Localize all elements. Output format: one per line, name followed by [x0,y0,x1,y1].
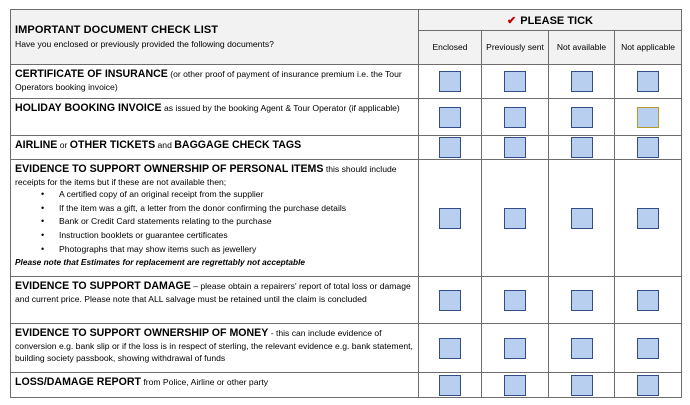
row-title: EVIDENCE TO SUPPORT DAMAGE [15,280,191,292]
checklist-row-booking-invoice [11,99,682,136]
checkbox-previously-sent[interactable] [504,107,526,128]
checkbox-enclosed[interactable] [439,375,461,396]
row-text: from Police, Airline or other party [140,377,269,387]
checklist-row-insurance [11,65,682,99]
checklist-row-loss-report [11,373,682,398]
row-description [11,160,419,277]
checkbox-enclosed[interactable] [439,137,461,158]
checkbox-not-available[interactable] [571,208,593,229]
checkbox-not-applicable[interactable] [637,290,659,311]
checkbox-previously-sent[interactable] [504,137,526,158]
checkbox-not-available[interactable] [571,338,593,359]
checkbox-previously-sent[interactable] [504,208,526,229]
page-subtitle: Have you enclosed or previously provided the following documents? [15,39,274,49]
row-text: – please obtain a repairers' report of total loss or damage and current price. Please note that ALL salvage must be retained until the claim is concluded [15,281,411,304]
list-item: • Bank or Credit Card statements relating to the purchase [59,215,414,229]
row-title: EVIDENCE TO SUPPORT OWNERSHIP OF PERSONAL ITEMS [15,163,324,175]
row-title: HOLIDAY BOOKING INVOICE [15,102,162,114]
row-text: as issued by the booking Agent & Tour Operator (if applicable) [161,103,400,113]
list-item: • A certified copy of an original receipt from the supplier [59,188,414,202]
row-title-airline: AIRLINE [15,139,58,151]
checkbox-not-applicable[interactable] [637,338,659,359]
checkbox-previously-sent[interactable] [504,290,526,311]
row-text: this should include receipts for the items but if these are not available then; [15,164,397,187]
list-item: • If the item was a gift, a letter from the donor confirming the purchase details [59,202,414,216]
checkbox-previously-sent[interactable] [504,338,526,359]
checklist-row-money [11,324,682,373]
checkbox-enclosed[interactable] [439,338,461,359]
row-description [11,136,419,160]
column-header-previously-sent: Previously sent [482,31,549,65]
checkbox-enclosed[interactable] [439,208,461,229]
row-description [11,277,419,324]
row-description [11,99,419,136]
checkbox-enclosed[interactable] [439,290,461,311]
checklist-row-tickets [11,136,682,160]
row-text: (or other proof of payment of insurance premium i.e. the Tour Operators booking invoice) [15,69,402,92]
checkbox-not-available[interactable] [571,107,593,128]
list-item: • Photographs that may show items such as jewellery [59,243,414,257]
header-row-top [11,10,682,31]
checkbox-not-available[interactable] [571,137,593,158]
checklist-table [10,9,682,398]
checkbox-not-applicable[interactable] [637,107,659,128]
list-item: • Instruction booklets or guarantee certificates [59,229,414,243]
checkbox-previously-sent[interactable] [504,71,526,92]
checkbox-not-applicable[interactable] [637,208,659,229]
header-title-cell [11,10,419,65]
row-text: - this can include evidence of conversion e.g. bank slip or if the loss is in respect of sterling, the relevant evidence e.g. bank statement, building society passbook, showing withdrawal of funds [15,328,413,364]
checkbox-previously-sent[interactable] [504,375,526,396]
column-header-enclosed: Enclosed [419,31,482,65]
row-title-other-tickets: OTHER TICKETS [69,139,156,151]
row-title-baggage-tags: BAGGAGE CHECK TAGS [174,139,302,151]
column-header-not-available: Not available [549,31,615,65]
row-join-or: or [57,140,70,150]
row-title: EVIDENCE TO SUPPORT OWNERSHIP OF MONEY [15,327,269,339]
row-title: CERTIFICATE OF INSURANCE [15,68,168,80]
checkbox-not-applicable[interactable] [637,137,659,158]
estimates-note: Please note that Estimates for replacement are regrettably not acceptable [15,257,306,268]
checklist-row-personal-items [11,160,682,277]
checkbox-not-available[interactable] [571,71,593,92]
row-description [11,324,419,373]
checkbox-enclosed[interactable] [439,107,461,128]
page-title: IMPORTANT DOCUMENT CHECK LIST [15,24,219,36]
row-description [11,373,419,398]
tick-icon: ✔ [507,14,517,27]
row-join-and: and [155,140,175,150]
checkbox-not-available[interactable] [571,290,593,311]
checklist-row-damage [11,277,682,324]
checkbox-not-applicable[interactable] [637,375,659,396]
evidence-list [15,188,414,256]
please-tick-label: PLEASE TICK [520,14,593,27]
row-title: LOSS/DAMAGE REPORT [15,376,141,388]
please-tick-header [419,10,682,31]
document-checklist [10,9,686,400]
column-header-not-applicable: Not applicable [615,31,682,65]
row-description [11,65,419,99]
checkbox-enclosed[interactable] [439,71,461,92]
checkbox-not-available[interactable] [571,375,593,396]
checkbox-not-applicable[interactable] [637,71,659,92]
